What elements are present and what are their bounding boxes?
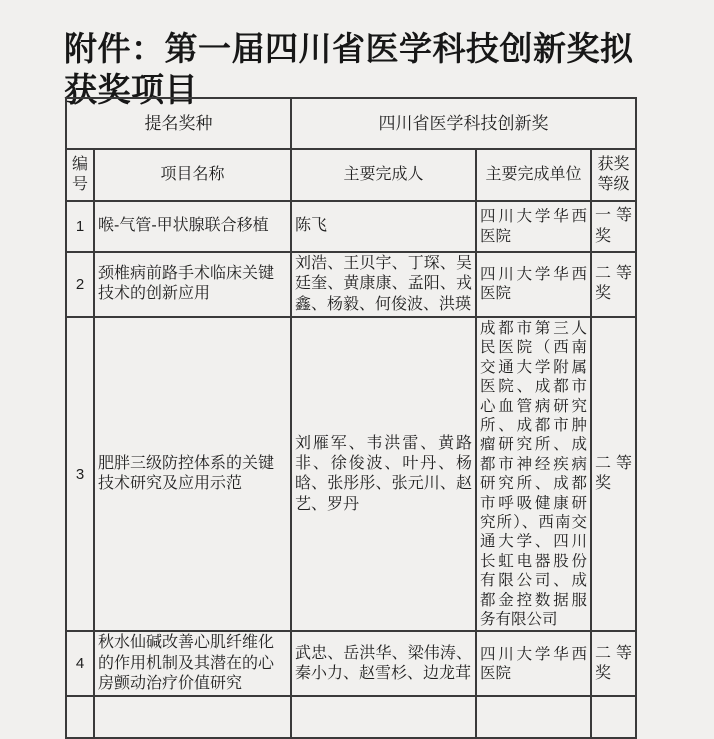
- attachment-title-line1: 附件：第一届四川省医学科技创新奖拟: [64, 30, 634, 68]
- table-header-group-row: [66, 98, 636, 149]
- cell-id: 3: [66, 317, 94, 632]
- cell-award-level: 二等奖: [591, 631, 636, 696]
- cell-project-name: 秋水仙碱改善心肌纤维化的作用机制及其潜在的心房颤动治疗价值研究: [94, 631, 291, 696]
- table-row-partial: [66, 696, 636, 738]
- cell-project-name: [94, 696, 291, 738]
- col-header-id: 编号: [66, 149, 94, 201]
- cell-main-completers: 陈飞: [291, 201, 476, 252]
- cell-award-level: [591, 696, 636, 738]
- header-nominated-award-type: 提名奖种: [66, 98, 291, 149]
- cell-main-unit: [476, 696, 591, 738]
- col-header-project-name: 项目名称: [94, 149, 291, 201]
- cell-id: 1: [66, 201, 94, 252]
- cell-id: [66, 696, 94, 738]
- cell-main-completers: 刘雁军、韦洪雷、黄路非、徐俊波、叶丹、杨晗、张彤彤、张元川、赵艺、罗丹: [291, 317, 476, 632]
- cell-main-unit: 四川大学华西医院: [476, 252, 591, 317]
- col-header-award-level: 获奖等级: [591, 149, 636, 201]
- cell-project-name: 颈椎病前路手术临床关键技术的创新应用: [94, 252, 291, 317]
- cell-main-unit: 四川大学华西医院: [476, 201, 591, 252]
- cell-main-unit: 成都市第三人民医院（西南交通大学附属医院、成都市心血管病研究所、成都市肿瘤研究所、成都市神经疾病研究所、成都市呼吸健康研究所）、西南交通大学、四川长虹电器股份有限公司、成都金控数据服务有限公司: [476, 317, 591, 632]
- table-row: [66, 252, 636, 317]
- header-award-name: 四川省医学科技创新奖: [291, 98, 636, 149]
- cell-project-name: 肥胖三级防控体系的关键技术研究及应用示范: [94, 317, 291, 632]
- col-header-main-completers: 主要完成人: [291, 149, 476, 201]
- table-column-header-row: [66, 149, 636, 201]
- col-header-main-unit: 主要完成单位: [476, 149, 591, 201]
- cell-project-name: 喉-气管-甲状腺联合移植: [94, 201, 291, 252]
- awards-table: [65, 97, 637, 739]
- cell-main-completers: 武忠、岳洪华、梁伟涛、秦小力、赵雪杉、边龙茸: [291, 631, 476, 696]
- attachment-title-line2: 获奖项目: [64, 71, 198, 109]
- cell-main-completers: 刘浩、王贝宇、丁琛、吴廷奎、黄康康、孟阳、戎鑫、杨毅、何俊波、洪瑛: [291, 252, 476, 317]
- cell-award-level: 二等奖: [591, 252, 636, 317]
- table-row: [66, 631, 636, 696]
- cell-award-level: 二等奖: [591, 317, 636, 632]
- cell-main-completers: [291, 696, 476, 738]
- table-row: [66, 201, 636, 252]
- cell-award-level: 一等奖: [591, 201, 636, 252]
- table-row: [66, 317, 636, 632]
- cell-main-unit: 四川大学华西医院: [476, 631, 591, 696]
- cell-id: 4: [66, 631, 94, 696]
- cell-id: 2: [66, 252, 94, 317]
